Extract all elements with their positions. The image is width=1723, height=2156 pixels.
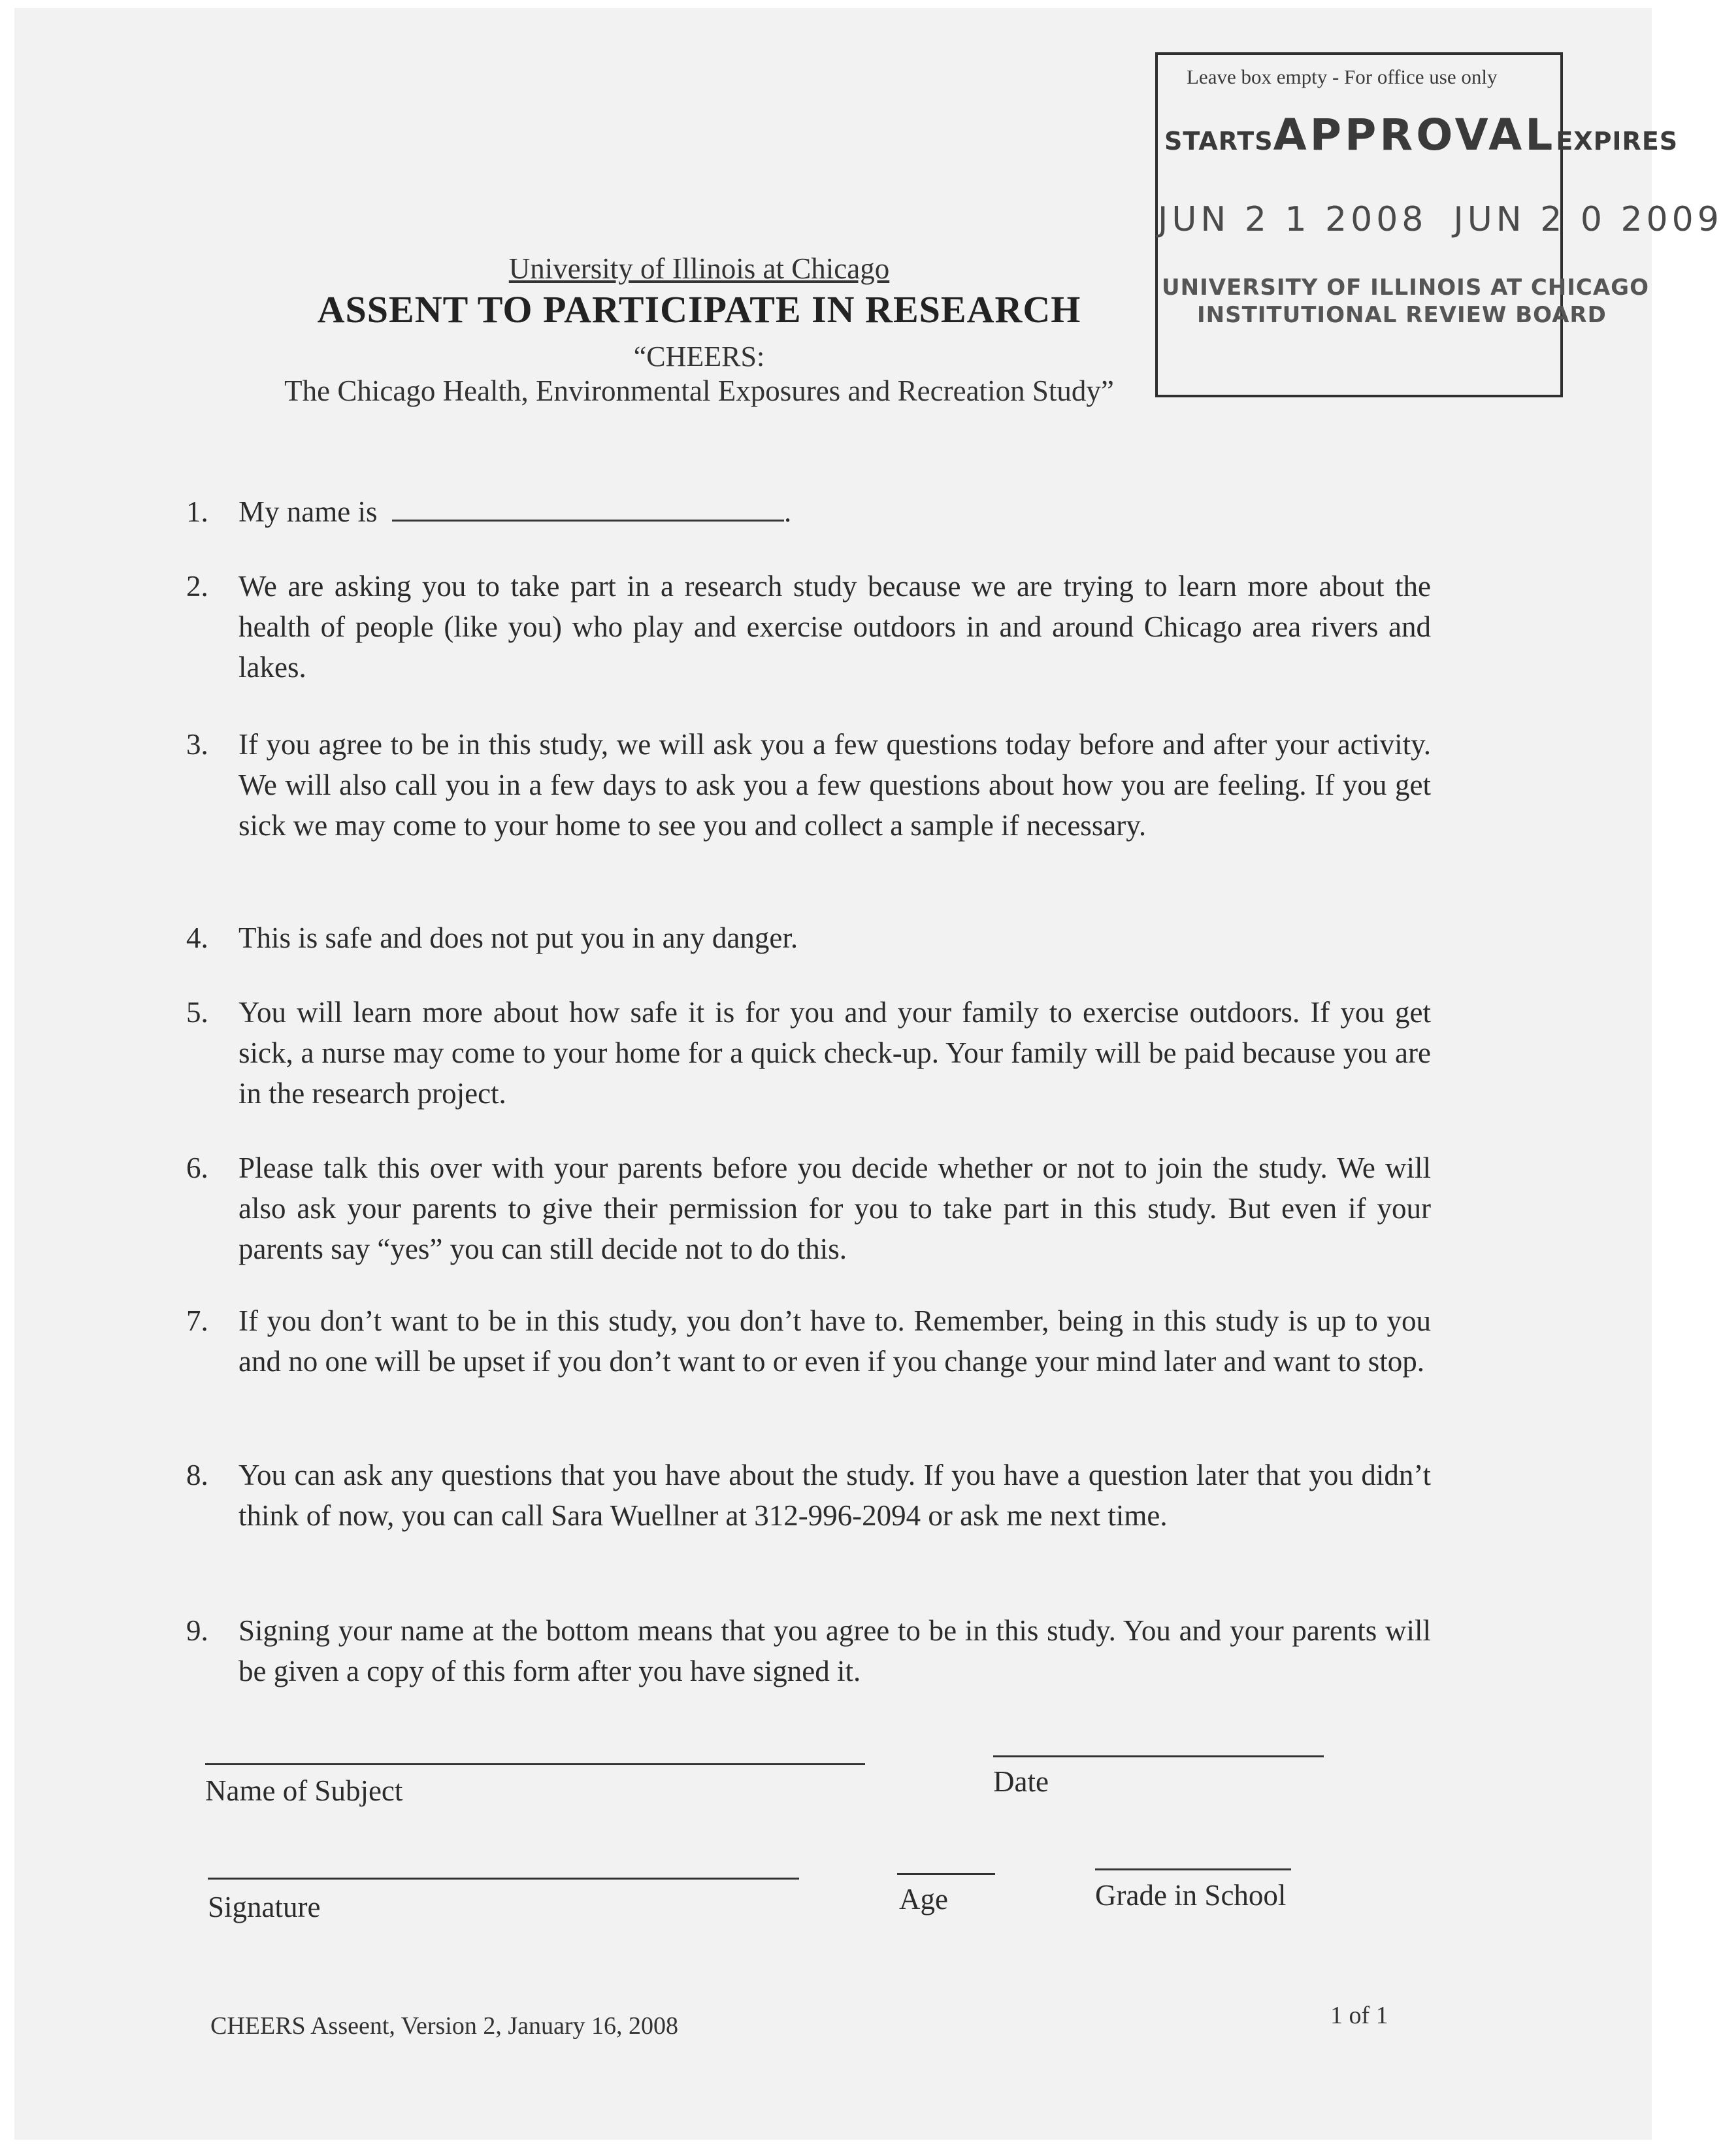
page-number: 1 of 1 bbox=[1330, 2002, 1388, 2029]
signature-line[interactable] bbox=[208, 1878, 799, 1880]
signature-label: Signature bbox=[208, 1891, 321, 1923]
name-of-subject-label: Name of Subject bbox=[205, 1774, 403, 1807]
name-prompt: My name is bbox=[238, 495, 378, 528]
name-blank-line[interactable] bbox=[392, 493, 784, 522]
age-line[interactable] bbox=[897, 1873, 995, 1875]
stamp-approval: APPROVAL bbox=[1273, 110, 1556, 160]
grade-line[interactable] bbox=[1095, 1868, 1291, 1870]
stamp-board: INSTITUTIONAL REVIEW BOARD bbox=[1197, 302, 1607, 328]
stamp-dates bbox=[1158, 200, 1723, 239]
date-label: Date bbox=[993, 1765, 1049, 1798]
stamp-start-date: JUN 2 1 2008 bbox=[1158, 200, 1428, 239]
name-of-subject-line[interactable] bbox=[205, 1763, 865, 1765]
age-label: Age bbox=[899, 1883, 948, 1916]
study-acronym: “CHEERS: bbox=[633, 340, 765, 373]
stamp-office-note: Leave box empty - For office use only bbox=[1187, 65, 1498, 88]
stamp-starts: STARTS bbox=[1164, 127, 1273, 156]
stamp-university: UNIVERSITY OF ILLINOIS AT CHICAGO bbox=[1162, 274, 1649, 301]
stamp-approval-line bbox=[1164, 110, 1678, 160]
date-line[interactable] bbox=[993, 1755, 1324, 1757]
stamp-expire-date: JUN 2 0 2009 bbox=[1453, 200, 1723, 239]
study-subtitle: The Chicago Health, Environmental Exposures and Recreation Study” bbox=[284, 374, 1114, 407]
stamp-expires: EXPIRES bbox=[1556, 127, 1679, 156]
grade-label: Grade in School bbox=[1095, 1879, 1287, 1912]
page-title: ASSENT TO PARTICIPATE IN RESEARCH bbox=[317, 288, 1081, 331]
university-heading: University of Illinois at Chicago bbox=[508, 252, 890, 285]
version-footer: CHEERS Asseent, Version 2, January 16, 2008 bbox=[210, 2012, 678, 2040]
